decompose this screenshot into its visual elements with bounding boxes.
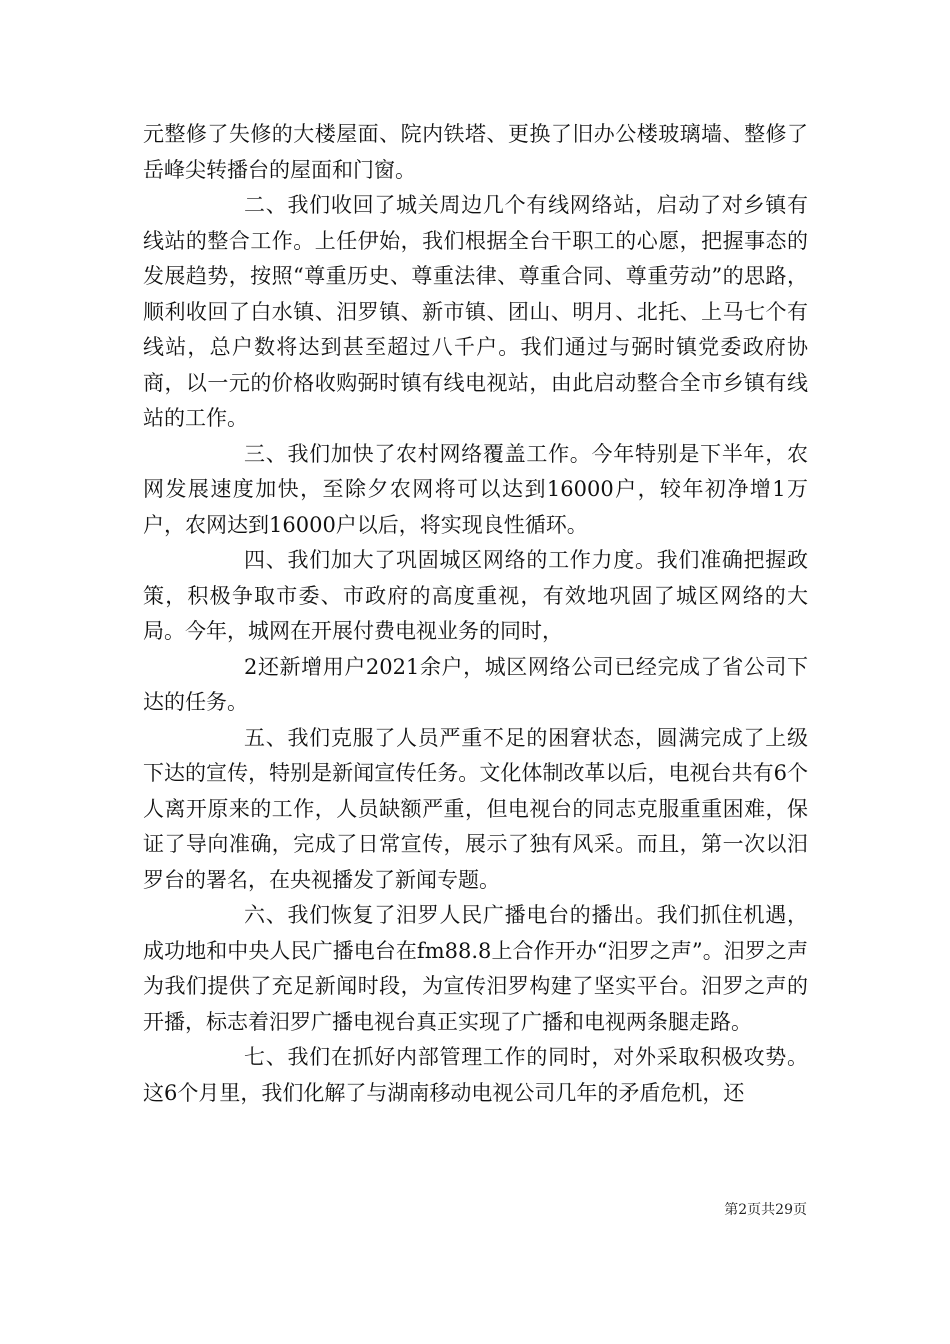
paragraph-5: 五、我们克服了人员严重不足的困窘状态，圆满完成了上级下达的宣传，特别是新闻宣传任务。文化体制改革以后，电视台共有6个人离开原来的工作，人员缺额严重，但电视台的同志克服重重困难，保证了导向准确，完成了日常宣传，展示了独有风采。而且，第一次以汨罗台的署名，在央视播发了新闻专题。	[143, 725, 808, 892]
paragraph-3: 三、我们加快了农村网络覆盖工作。今年特别是下半年，农网发展速度加快，至除夕农网将可以达到16000户，较年初净增1万户，农网达到16000户以后，将实现良性循环。	[143, 441, 808, 537]
paragraph-4-continued: 2还新增用户2021余户，城区网络公司已经完成了省公司下达的任务。	[143, 654, 808, 714]
paragraph-7: 七、我们在抓好内部管理工作的同时，对外采取积极攻势。这6个月里，我们化解了与湖南移动电视公司几年的矛盾危机，还	[143, 1045, 808, 1105]
paragraph-6: 六、我们恢复了汨罗人民广播电台的播出。我们抓住机遇，成功地和中央人民广播电台在fm88.8上合作开办“汨罗之声”。汨罗之声为我们提供了充足新闻时段，为宣传汨罗构建了坚实平台。汨罗之声的开播，标志着汨罗广播电视台真正实现了广播和电视两条腿走路。	[143, 903, 808, 1034]
document-body	[143, 117, 808, 1111]
page-number: 第2页共29页	[724, 1202, 807, 1218]
paragraph-2: 二、我们收回了城关周边几个有线网络站，启动了对乡镇有线站的整合工作。上任伊始，我们根据全台干职工的心愿，把握事态的发展趋势，按照“尊重历史、尊重法律、尊重合同、尊重劳动”的思路，顺利收回了白水镇、汨罗镇、新市镇、团山、明月、北托、上马七个有线站，总户数将达到甚至超过八千户。我们通过与弼时镇党委政府协商，以一元的价格收购弼时镇有线电视站，由此启动整合全市乡镇有线站的工作。	[143, 193, 808, 430]
paragraph-continuation: 元整修了失修的大楼屋面、院内铁塔、更换了旧办公楼玻璃墙、整修了岳峰尖转播台的屋面和门窗。	[143, 122, 808, 182]
paragraph-4: 四、我们加大了巩固城区网络的工作力度。我们准确把握政策，积极争取市委、市政府的高度重视，有效地巩固了城区网络的大局。今年，城网在开展付费电视业务的同时，	[143, 548, 808, 643]
